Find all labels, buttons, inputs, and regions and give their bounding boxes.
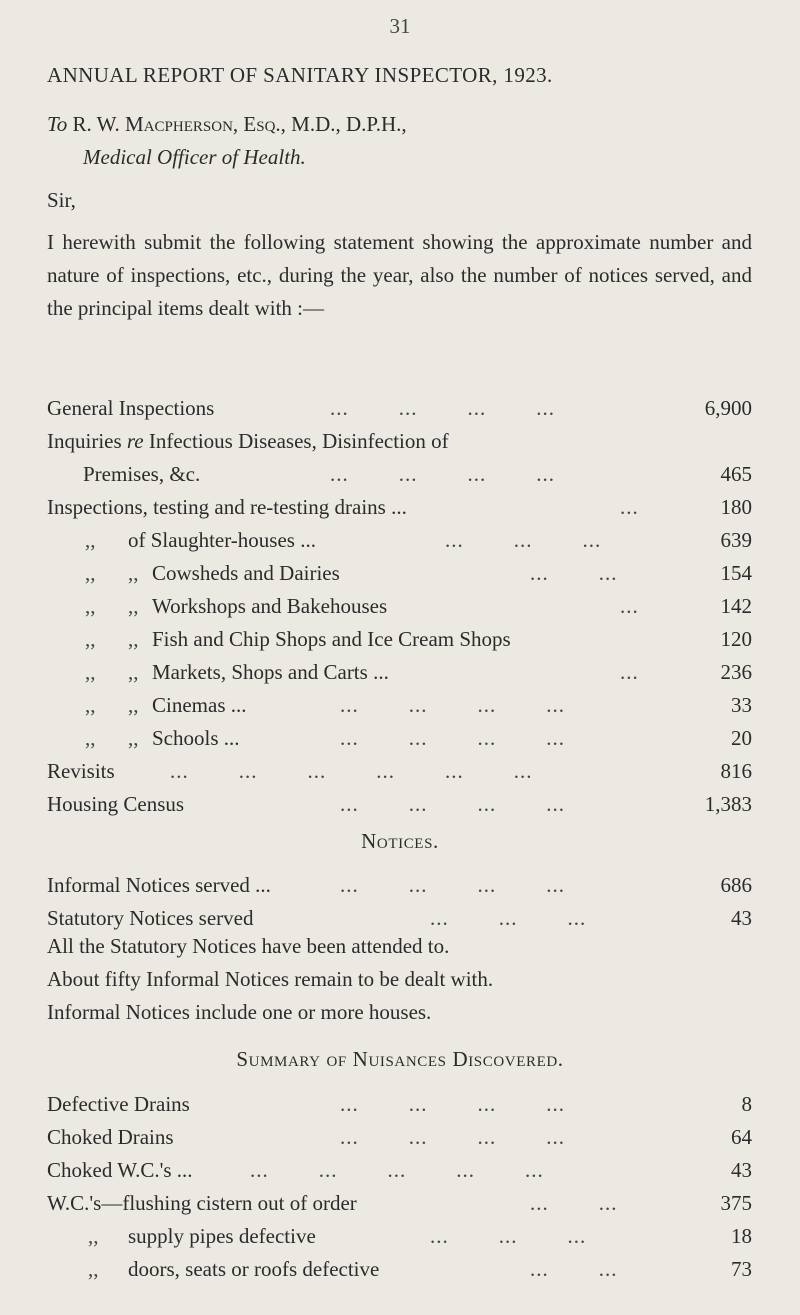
ditto-mark: ,, [85, 594, 96, 618]
row-value: 43 [731, 1158, 752, 1182]
ditto-mark: ,, [88, 1224, 99, 1248]
row-supply-pipes [0, 1219, 800, 1253]
row-general-inspections [0, 391, 800, 425]
row-label: Markets, Shops and Carts ... [152, 660, 389, 684]
ditto-mark: ,, [85, 660, 96, 684]
leader-dots: ... ... ... ... [340, 1125, 565, 1149]
row-workshops [0, 589, 800, 623]
row-label: Defective Drains [47, 1092, 190, 1116]
row-label: Statutory Notices served [47, 906, 254, 930]
row-value: 816 [720, 759, 752, 783]
ditto-mark: ,, [88, 1257, 99, 1281]
row-drains [0, 490, 800, 524]
row-wc-flushing-cistern [0, 1186, 800, 1220]
row-informal-notices [0, 868, 800, 902]
notices-heading: Notices. [361, 829, 439, 853]
row-value: 236 [720, 660, 752, 684]
latin-re: re [126, 429, 144, 453]
row-markets [0, 655, 800, 689]
leader-dots: ... ... ... [445, 528, 602, 552]
row-label: Housing Census [47, 792, 185, 816]
leader-dots: ... [620, 660, 639, 684]
row-value: 73 [731, 1257, 752, 1281]
row-schools [0, 721, 800, 755]
row-cinemas [0, 688, 800, 722]
addressee-name: R. W. Macpherson, Esq., M.D., D.P.H., [72, 112, 407, 136]
row-label: Cowsheds and Dairies [152, 561, 340, 585]
row-label: of Slaughter-houses ... [128, 528, 316, 552]
row-value: 20 [731, 726, 752, 750]
row-choked-drains [0, 1120, 800, 1154]
leader-dots: ... [620, 495, 639, 519]
row-label: Choked W.C.'s ... [47, 1158, 193, 1182]
row-label: supply pipes defective [128, 1224, 316, 1248]
row-cowsheds [0, 556, 800, 590]
leader-dots: ... ... ... [430, 1224, 587, 1248]
row-fish-chip-shops [0, 622, 800, 656]
row-label: doors, seats or roofs defective [128, 1257, 380, 1281]
row-label: General Inspections [47, 396, 215, 420]
row-revisits [0, 754, 800, 788]
row-label: Schools ... [152, 726, 240, 750]
leader-dots: ... ... [530, 1257, 618, 1281]
notices-note: Informal Notices include one or more houses. [47, 1000, 432, 1024]
ditto-mark: ,, [128, 561, 139, 585]
ditto-mark: ,, [128, 660, 139, 684]
addressee-line [47, 112, 407, 137]
row-label: Fish and Chip Shops and Ice Cream Shops [152, 627, 511, 651]
row-label: Choked Drains [47, 1125, 174, 1149]
row-value: 64 [731, 1125, 752, 1149]
row-statutory-notices [0, 901, 800, 935]
leader-dots: ... ... ... [430, 906, 587, 930]
row-value: 686 [720, 873, 752, 897]
row-label: W.C.'s—flushing cistern out of order [47, 1191, 357, 1215]
row-value: 120 [720, 627, 752, 651]
row-premises [0, 457, 800, 491]
row-label: Premises, &c. [83, 462, 201, 486]
row-value: 142 [720, 594, 752, 618]
ditto-mark: ,, [85, 627, 96, 651]
leader-dots: ... ... ... ... [340, 792, 565, 816]
leader-dots: ... ... ... ... ... [250, 1158, 544, 1182]
row-inquiries-line1 [0, 424, 800, 458]
row-value: 154 [720, 561, 752, 585]
addressee-office: Medical Officer of Health. [83, 145, 306, 169]
row-label: Workshops and Bakehouses [152, 594, 388, 618]
row-value: 43 [731, 906, 752, 930]
salutation: Sir, [47, 188, 76, 212]
report-title: ANNUAL REPORT OF SANITARY INSPECTOR, 1923. [47, 63, 553, 87]
row-value: 180 [720, 495, 752, 519]
ditto-mark: ,, [128, 627, 139, 651]
ditto-mark: ,, [85, 726, 96, 750]
leader-dots: ... ... ... ... [330, 462, 555, 486]
row-slaughter-houses [0, 523, 800, 557]
leader-dots: ... ... ... ... [340, 726, 565, 750]
row-label: Inquiries re Infectious Diseases, Disinfection of [47, 429, 449, 453]
intro-paragraph: I herewith submit the following statement showing the approximate number and nature of inspections, etc., during the year, also the number of notices served, and the principal items dealt with :— [47, 230, 752, 320]
row-value: 1,383 [704, 792, 752, 816]
leader-dots: ... ... ... ... [340, 693, 565, 717]
ditto-mark: ,, [128, 594, 139, 618]
leader-dots: ... [620, 594, 639, 618]
row-label: Cinemas ... [152, 693, 247, 717]
row-value: 639 [720, 528, 752, 552]
notices-note: All the Statutory Notices have been attended to. [47, 934, 450, 958]
row-defective-drains [0, 1087, 800, 1121]
nuisances-heading: Summary of Nuisances Discovered. [236, 1047, 564, 1071]
leader-dots: ... ... [530, 1191, 618, 1215]
ditto-mark: ,, [128, 726, 139, 750]
ditto-mark: ,, [128, 693, 139, 717]
row-value: 465 [720, 462, 752, 486]
row-label: Informal Notices served ... [47, 873, 271, 897]
row-choked-wc [0, 1153, 800, 1187]
ditto-mark: ,, [85, 693, 96, 717]
row-value: 33 [731, 693, 752, 717]
row-value: 8 [741, 1092, 752, 1116]
row-label: Inspections, testing and re-testing drains ... [47, 495, 407, 519]
row-label: Revisits [47, 759, 115, 783]
leader-dots: ... ... ... ... [330, 396, 555, 420]
row-value: 375 [720, 1191, 752, 1215]
ditto-mark: ,, [85, 561, 96, 585]
ditto-mark: ,, [85, 528, 96, 552]
leader-dots: ... ... [530, 561, 618, 585]
notices-note: About fifty Informal Notices remain to be dealt with. [47, 967, 494, 991]
leader-dots: ... ... ... ... ... ... [170, 759, 533, 783]
row-value: 18 [731, 1224, 752, 1248]
row-value: 6,900 [704, 396, 752, 420]
page-number: 31 [389, 14, 411, 38]
row-doors-seats-roofs [0, 1252, 800, 1286]
leader-dots: ... ... ... ... [340, 1092, 565, 1116]
addressee-to: To [47, 112, 68, 136]
leader-dots: ... ... ... ... [340, 873, 565, 897]
row-housing-census [0, 787, 800, 821]
